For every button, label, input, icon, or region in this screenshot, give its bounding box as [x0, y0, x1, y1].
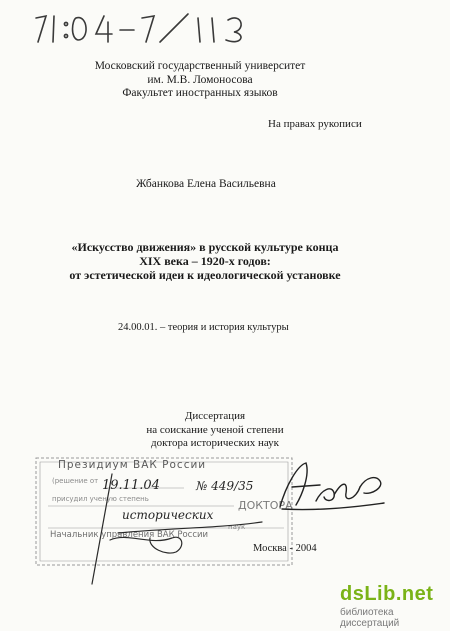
- author-name: Жбанкова Елена Васильевна: [136, 178, 276, 190]
- purpose-line-1: Диссертация: [184, 410, 246, 422]
- stamp-head-title: Начальник управления ВАК России: [50, 530, 209, 540]
- specialty-code: 24.00.01. – теория и история культуры: [118, 322, 289, 333]
- purpose-line-3: доктора исторических наук: [150, 437, 279, 449]
- title-line-2: XIX века – 1920-х годов:: [139, 254, 271, 268]
- title-line-1: «Искусство движения» в русской культуре конца: [71, 240, 339, 254]
- stamp-heading: Президиум ВАК России: [58, 459, 207, 471]
- stamp-sciences: наук: [228, 523, 246, 531]
- institution-line-1: Московский государственный университет: [94, 60, 306, 72]
- stamp-degree: ДОКТОРА: [238, 499, 293, 512]
- city-year: Москва - 2004: [253, 543, 317, 554]
- watermark-subtitle: библиотека диссертаций: [340, 607, 400, 629]
- signature: [276, 455, 386, 515]
- stamp-awarded-label: присудил ученую степень: [52, 495, 149, 503]
- stamp-handwritten-field: исторических: [122, 508, 214, 522]
- institution-line-3: Факультет иностранных языков: [122, 87, 278, 99]
- institution-line-2: им. М.В. Ломоносова: [147, 73, 253, 86]
- watermark-logo: dsLib.net: [340, 583, 434, 605]
- stamp-handwritten-number: № 449/35: [196, 479, 254, 493]
- stamp-handwritten-date: 19.11.04: [102, 478, 160, 493]
- stamp-decision-label: (решение от: [52, 477, 99, 485]
- title-line-3: от эстетической идеи к идеологической установке: [69, 268, 341, 282]
- rights-notice: На правах рукописи: [268, 118, 362, 130]
- purpose-line-2: на соискание ученой степени: [146, 423, 284, 436]
